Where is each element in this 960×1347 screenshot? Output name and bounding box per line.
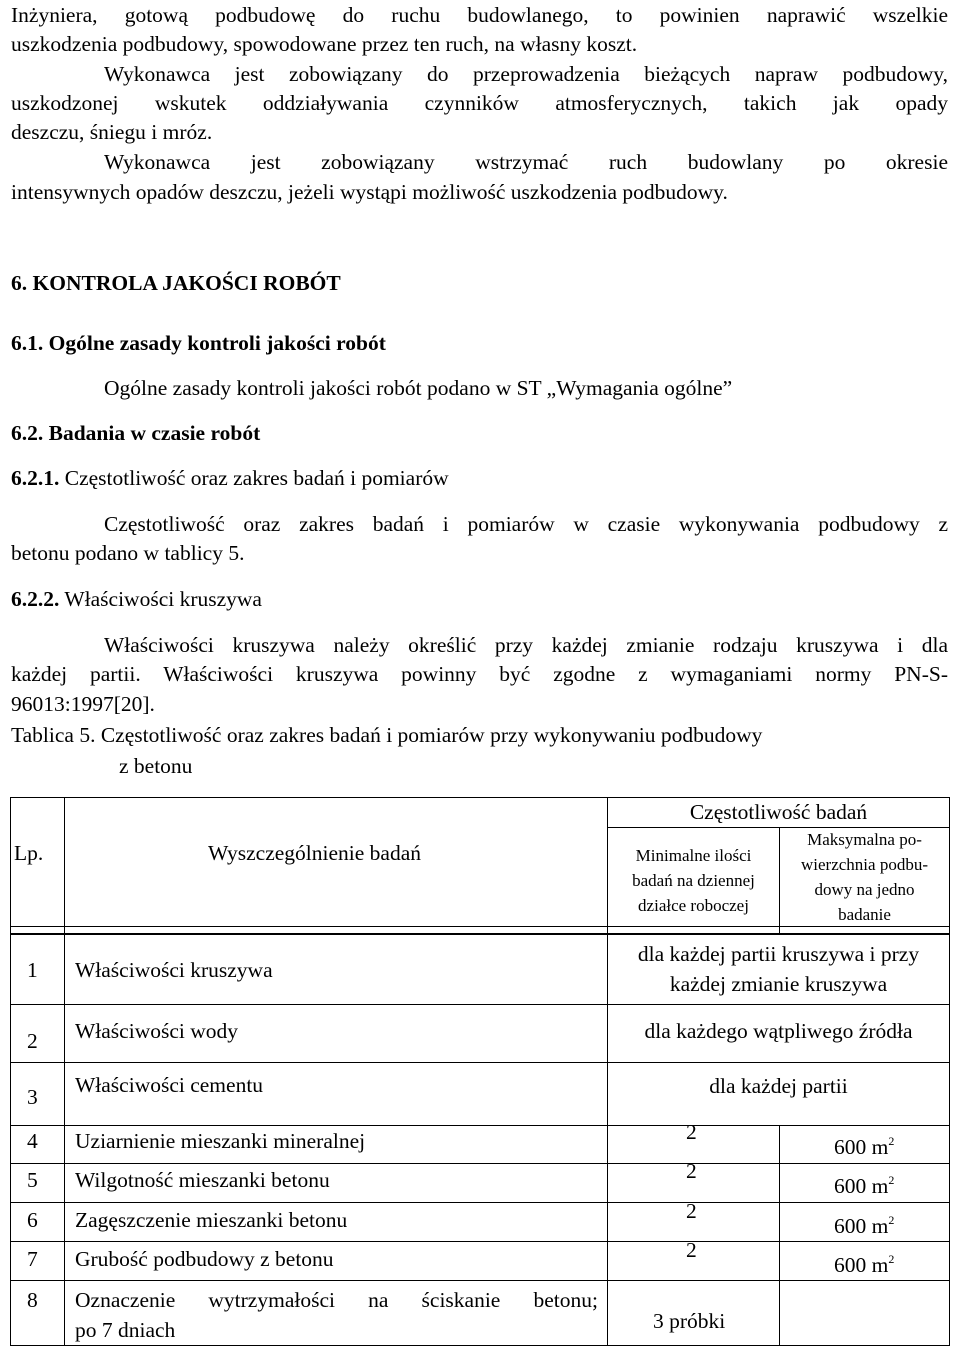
row-4-max-unit-exponent: 2 <box>888 1134 895 1148</box>
row-6-max <box>834 1205 894 1241</box>
header-min-line-3: działce roboczej <box>638 896 749 915</box>
section-6-2-2-line-2: każdej partii. Właściwości kruszywa powinny być zgodne z wymaganiami normy PN-S- <box>11 662 948 686</box>
table-col-lp <box>64 797 65 1346</box>
intro-line-2: uszkodzenia podbudowy, spowodowane przez ten ruch, na własny koszt. <box>11 32 638 56</box>
row-4-name: Uziarnienie mieszanki mineralnej <box>75 1129 366 1153</box>
section-6-2-1-number: 6.2.1. <box>11 466 60 490</box>
row-4-min: 2 <box>686 1120 697 1144</box>
row-3-frequency: dla każdej partii <box>709 1074 848 1098</box>
header-max-line-1: Maksymalna po- <box>807 830 922 849</box>
section-6-2-1-title: Częstotliwość oraz zakres badań i pomiarów <box>59 466 449 490</box>
section-6-2-2-line-1: Właściwości kruszywa należy określić przy każdej zmianie rodzaju kruszywa i dla <box>104 633 948 657</box>
row-8-lp: 8 <box>27 1288 38 1312</box>
header-max-line-3: dowy na jedno <box>814 880 915 899</box>
row-6-max-value: 600 m <box>834 1214 889 1238</box>
header-lp: Lp. <box>14 841 44 865</box>
section-6-1-text: Ogólne zasady kontroli jakości robót podano w ST „Wymagania ogólne” <box>104 376 733 400</box>
intro-line-6: Wykonawca jest zobowiązany wstrzymać ruch budowlany po okresie <box>104 150 948 174</box>
intro-line-3: Wykonawca jest zobowiązany do przeprowadzenia bieżących napraw podbudowy, <box>104 62 948 86</box>
intro-line-7: intensywnych opadów deszczu, jeżeli wystąpi możliwość uszkodzenia podbudowy. <box>11 180 728 204</box>
table-row-line-5 <box>10 1202 950 1203</box>
row-4-max-value: 600 m <box>834 1135 889 1159</box>
row-2-lp: 2 <box>27 1029 38 1053</box>
row-6-lp: 6 <box>27 1208 38 1232</box>
header-max-area <box>780 827 949 927</box>
header-min-line-1: Minimalne ilości <box>635 846 752 865</box>
intro-line-4: uszkodzonej wskutek oddziaływania czynników atmosferycznych, takich jak opady <box>11 91 948 115</box>
table-caption-line-2: z betonu <box>119 754 193 778</box>
row-1-frequency <box>608 939 949 999</box>
table-col-min <box>779 1125 780 1346</box>
row-2-name: Właściwości wody <box>75 1019 239 1043</box>
row-7-max <box>834 1244 894 1280</box>
row-1-lp: 1 <box>27 958 38 982</box>
row-3-lp: 3 <box>27 1085 38 1109</box>
row-2-frequency: dla każdego wątpliwego źródła <box>644 1019 913 1043</box>
table-header-bottom <box>10 933 950 935</box>
section-6-2-1-line-2: betonu podano w tablicy 5. <box>11 541 245 565</box>
header-max-line-4: badanie <box>838 905 891 924</box>
section-6-2-2-number: 6.2.2. <box>11 587 60 611</box>
section-6-2-2-title: Właściwości kruszywa <box>59 587 262 611</box>
row-7-lp: 7 <box>27 1247 38 1271</box>
row-7-max-unit-exponent: 2 <box>888 1252 895 1266</box>
intro-line-5: deszczu, śniegu i mróz. <box>11 120 213 144</box>
row-8-name-line-2: po 7 dniach <box>75 1318 176 1342</box>
row-8-name-line-1: Oznaczenie wytrzymałości na ściskanie betonu; <box>75 1288 598 1312</box>
section-6-2-2-line-3: 96013:1997[20]. <box>11 692 155 716</box>
header-frequency: Częstotliwość badań <box>689 800 868 824</box>
row-5-min: 2 <box>686 1159 697 1183</box>
row-1-name: Właściwości kruszywa <box>75 958 273 982</box>
table-row-line-1 <box>10 1004 950 1005</box>
row-4-max <box>834 1126 894 1162</box>
row-5-lp: 5 <box>27 1168 38 1192</box>
intro-line-1: Inżyniera, gotową podbudowę do ruchu budowlanego, to powinien naprawić wszelkie <box>11 3 948 27</box>
row-6-min: 2 <box>686 1199 697 1223</box>
section-6-heading: 6. KONTROLA JAKOŚCI ROBÓT <box>11 271 341 295</box>
section-6-2-heading: 6.2. Badania w czasie robót <box>11 421 261 445</box>
row-7-min: 2 <box>686 1238 697 1262</box>
section-6-2-1-heading <box>11 463 449 493</box>
table-row-line-7 <box>10 1280 950 1281</box>
section-6-1-heading: 6.1. Ogólne zasady kontroli jakości robót <box>11 331 386 355</box>
table-row-line-6 <box>10 1241 950 1242</box>
table-row-line-2 <box>10 1062 950 1063</box>
row-5-max <box>834 1165 894 1201</box>
header-min-line-2: badań na dziennej <box>632 871 755 890</box>
row-7-name: Grubość podbudowy z betonu <box>75 1247 334 1271</box>
row-3-name: Właściwości cementu <box>75 1073 264 1097</box>
section-6-2-1-line-1: Częstotliwość oraz zakres badań i pomiarów w czasie wykonywania podbudowy z <box>104 512 948 536</box>
row-7-max-value: 600 m <box>834 1253 889 1277</box>
row-6-max-unit-exponent: 2 <box>888 1213 895 1227</box>
row-1-freq-line-1: dla każdej partii kruszywa i przy <box>637 942 920 966</box>
row-6-name: Zagęszczenie mieszanki betonu <box>75 1208 348 1232</box>
table-caption-line-1: Tablica 5. Częstotliwość oraz zakres badań i pomiarów przy wykonywaniu podbudowy <box>11 723 763 747</box>
table-row-line-4 <box>10 1163 950 1164</box>
row-5-max-unit-exponent: 2 <box>888 1173 895 1187</box>
row-5-max-value: 600 m <box>834 1174 889 1198</box>
row-8-min: 3 próbki <box>653 1309 726 1333</box>
section-6-2-2-heading <box>11 584 262 614</box>
row-4-lp: 4 <box>27 1129 38 1153</box>
table-border-right <box>949 797 950 1346</box>
header-specification: Wyszczególnienie badań <box>208 841 422 865</box>
row-5-name: Wilgotność mieszanki betonu <box>75 1168 330 1192</box>
table-border-left <box>10 797 11 1346</box>
row-1-freq-line-2: każdej zmianie kruszywa <box>669 972 888 996</box>
header-min-tests <box>608 843 779 918</box>
table-border-bottom <box>10 1345 950 1346</box>
header-max-line-2: wierzchnia podbu- <box>801 855 928 874</box>
